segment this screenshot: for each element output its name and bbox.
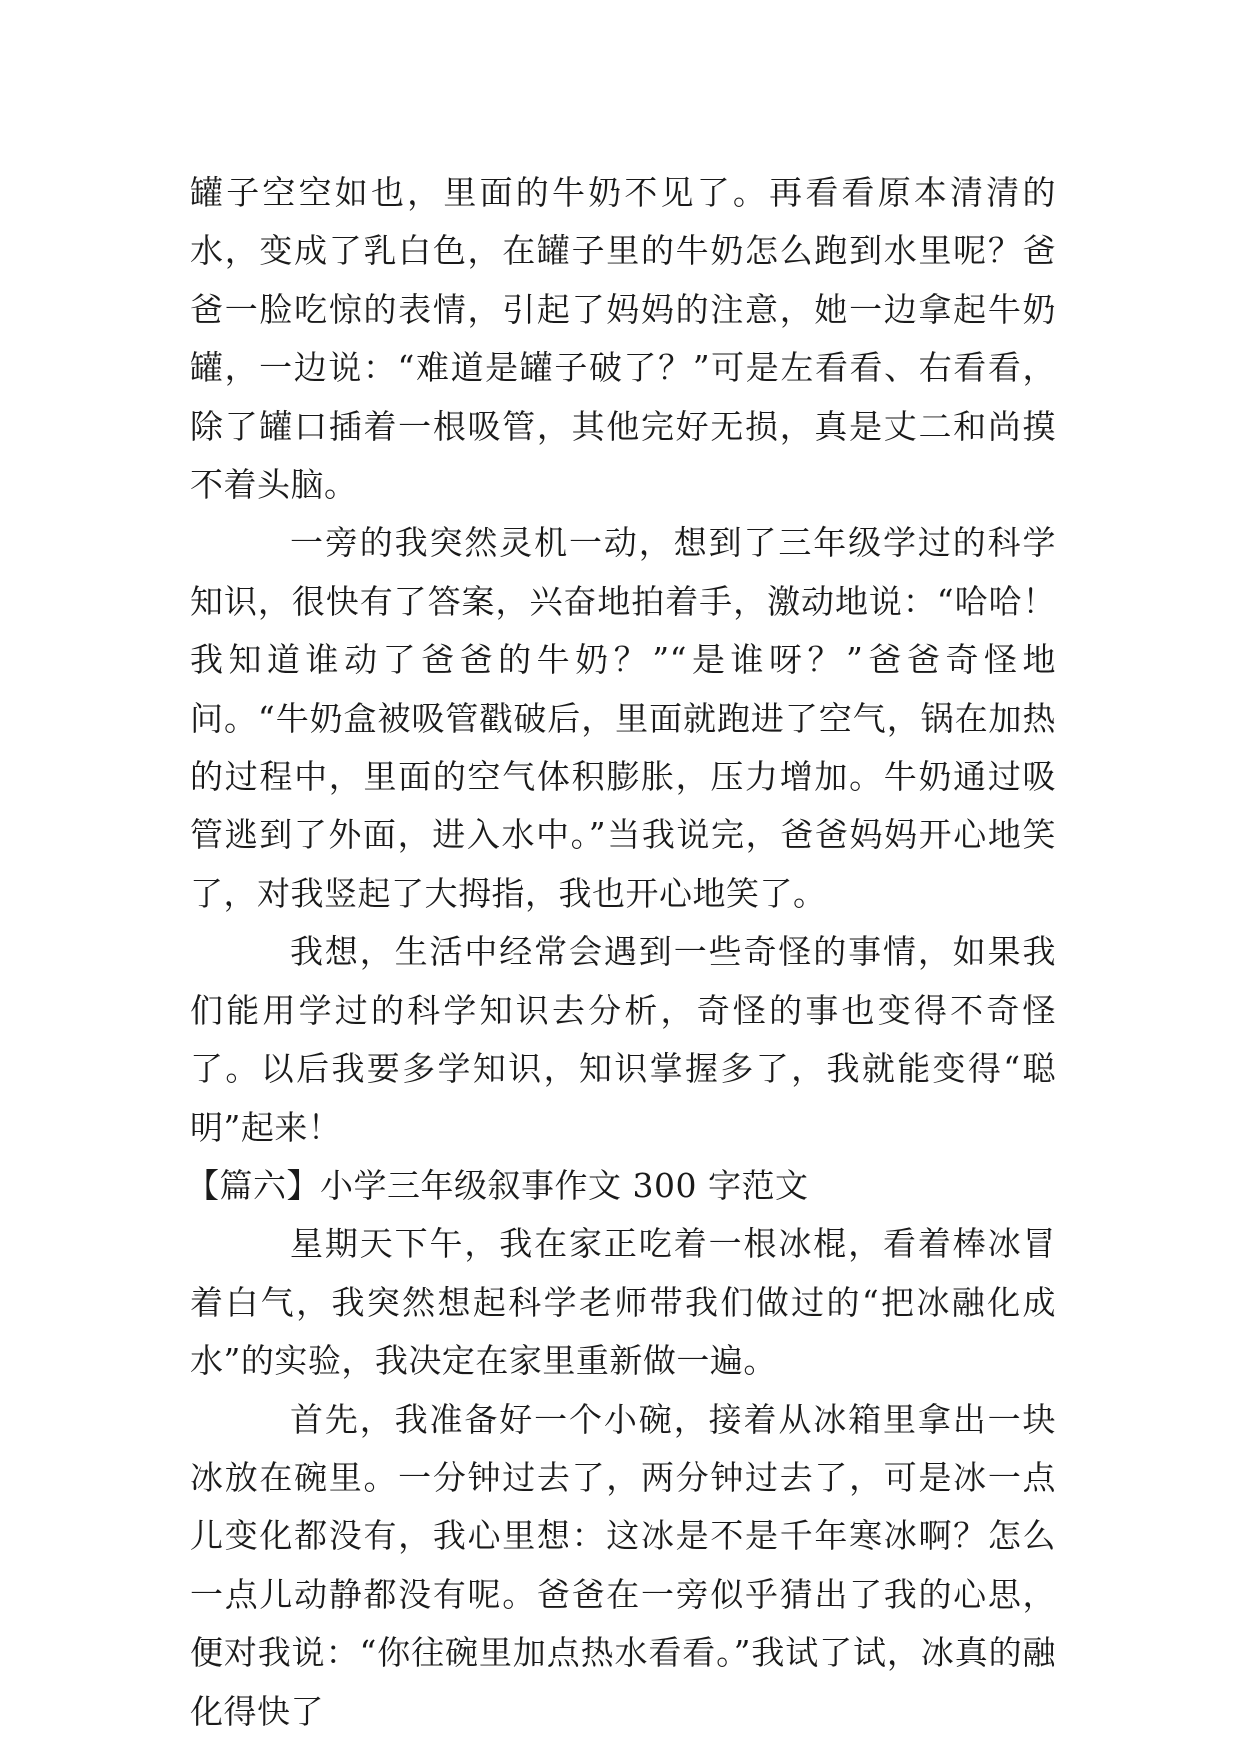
section-heading: 【篇六】小学三年级叙事作文 300 字范文 [186, 1165, 809, 1205]
paragraph-answer: 一旁的我突然灵机一动，想到了三年级学过的科学知识，很快有了答案，兴奋地拍着手，激动地说：“哈哈！我知道谁动了爸爸的牛奶？”“是谁呀？”爸爸奇怪地问。“牛奶盒被吸管戳破后，里面就跑进了空气，锅在加热的过程中，里面的空气体积膨胀，压力增加。牛奶通过吸管逃到了外面，进入水中。”当我说完，爸爸妈妈开心地笑了，对我竖起了大拇指，我也开心地笑了。 [190, 523, 1056, 913]
paragraph-continuation: 罐子空空如也，里面的牛奶不见了。再看看原本清清的水，变成了乳白色，在罐子里的牛奶怎么跑到水里呢？爸爸一脸吃惊的表情，引起了妈妈的注意，她一边拿起牛奶罐，一边说：“难道是罐子破了？”可是左看看、右看看，除了罐口插着一根吸管，其他完好无损，真是丈二和尚摸不着头脑。 [190, 173, 1056, 505]
paragraph-section-experiment: 首先，我准备好一个小碗，接着从冰箱里拿出一块冰放在碗里。一分钟过去了，两分钟过去了，可是冰一点儿变化都没有，我心里想：这冰是不是千年寒冰啊？怎么一点儿动静都没有呢。爸爸在一旁似乎猜出了我的心思，便对我说：“你往碗里加点热水看看。”我试了试，冰真的融化得快了 [190, 1399, 1056, 1731]
paragraph-section-intro: 星期天下午，我在家正吃着一根冰棍，看着棒冰冒着白气，我突然想起科学老师带我们做过的“把冰融化成水”的实验，我决定在家里重新做一遍。 [190, 1224, 1056, 1381]
paragraph-conclusion: 我想，生活中经常会遇到一些奇怪的事情，如果我们能用学过的科学知识去分析，奇怪的事也变得不奇怪了。以后我要多学知识，知识掌握多了，我就能变得“聪明”起来！ [190, 932, 1056, 1147]
document-page [186, 164, 1056, 1741]
